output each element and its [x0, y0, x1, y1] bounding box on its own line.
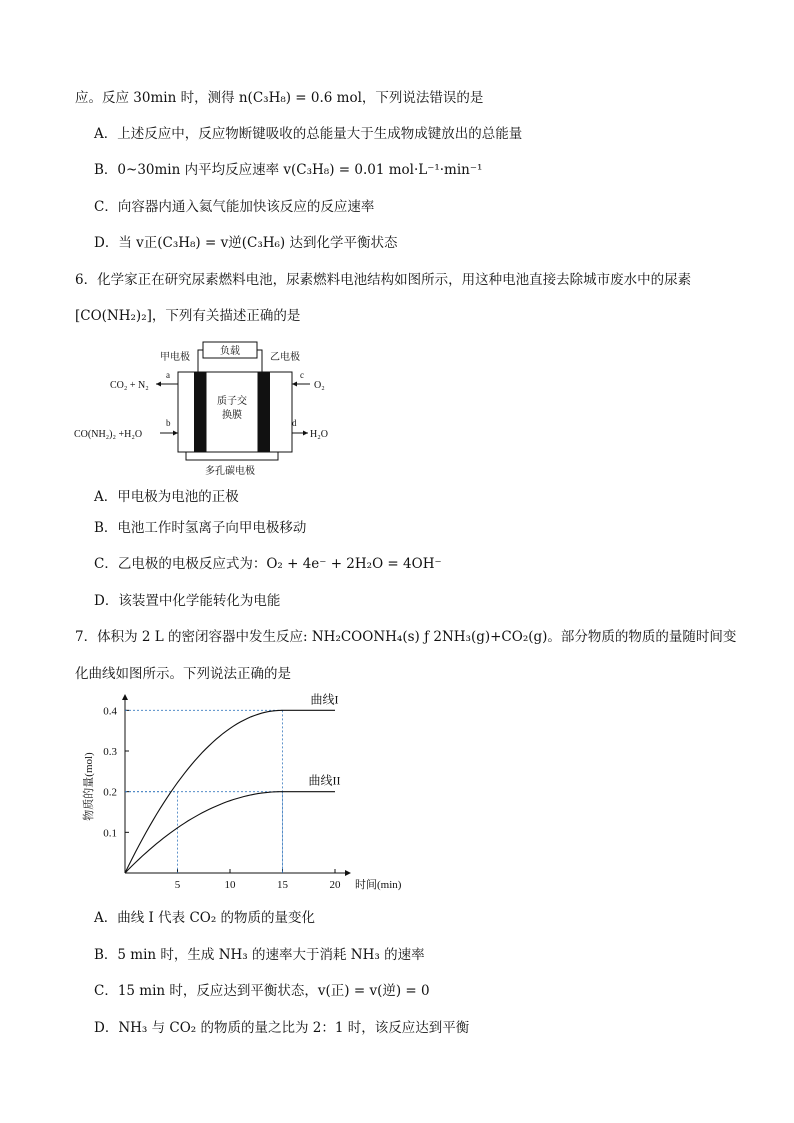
wire-right	[257, 350, 262, 372]
q7-stem-line1: 7．体积为 2 L 的密闭容器中发生反应: NH₂COONH₄(s) ƒ 2NH₃(g)+CO₂(g)。部分物质的物质的量随时间变	[75, 629, 737, 645]
right-electrode	[258, 372, 270, 452]
series-label-1: 曲线I	[310, 692, 339, 707]
q5-option-a: A．上述反应中，反应物断键吸收的总能量大于生成物成键放出的总能量	[94, 126, 523, 142]
q7-stem-line2: 化曲线如图所示。下列说法正确的是	[75, 666, 291, 682]
out-a-label: CO₂ + N₂	[110, 380, 149, 391]
left-electrode-label: 甲电极	[160, 352, 190, 363]
left-electrode	[194, 372, 206, 452]
arrow-b-head	[173, 431, 178, 436]
bottom-bracket	[186, 452, 278, 460]
q7-option-d: D．NH₃ 与 CO₂ 的物质的量之比为 2：1 时，该反应达到平衡	[94, 1020, 470, 1036]
series-label-2: 曲线II	[308, 773, 341, 788]
q6-option-d: D．该装置中化学能转化为电能	[94, 593, 281, 609]
in-c-label: O₂	[314, 380, 325, 391]
membrane-label-1: 质子交	[217, 396, 247, 407]
y-tick-label: 0.4	[103, 705, 117, 718]
x-tick-label: 10	[224, 879, 236, 891]
q6-option-b: B．电池工作时氢离子向甲电极移动	[94, 520, 307, 536]
x-tick-label: 5	[174, 879, 181, 891]
port-c: c	[300, 370, 304, 380]
q5-option-d: D．当 v正(C₃H₈) = v逆(C₃H₆) 达到化学平衡状态	[94, 235, 398, 251]
y-axis-arrow	[122, 694, 128, 700]
arrow-c-head	[292, 382, 297, 387]
fuel-cell-diagram	[70, 338, 350, 480]
membrane-label-2: 换膜	[222, 410, 242, 421]
in-b-label: CO(NH₂)₂ +H₂O	[74, 429, 143, 440]
y-tick-label: 0.3	[103, 746, 117, 758]
x-axis-label: 时间(min)	[355, 879, 402, 891]
q7-option-c: C．15 min 时，反应达到平衡状态，v(正) = v(逆) = 0	[94, 983, 430, 999]
q7-option-a: A．曲线 I 代表 CO₂ 的物质的量变化	[94, 910, 316, 926]
q5-option-c: C．向容器内通入氦气能加快该反应的反应速率	[94, 199, 375, 215]
y-tick-label: 0.2	[103, 786, 117, 799]
q6-stem-line2: [CO(NH₂)₂]，下列有关描述正确的是	[75, 308, 301, 324]
arrow-d-head	[303, 431, 308, 436]
chart-guides	[125, 710, 283, 873]
q7-option-b: B．5 min 时，生成 NH₃ 的速率大于消耗 NH₃ 的速率	[94, 947, 425, 963]
wire-left	[198, 350, 203, 372]
x-axis-arrow	[345, 870, 351, 876]
y-axis-label: 物质的量(mol)	[83, 752, 95, 821]
x-tick-label: 15	[277, 879, 288, 891]
out-d-label: H₂O	[310, 429, 328, 440]
right-electrode-label: 乙电极	[270, 352, 300, 363]
q6-stem-line1: 6．化学家正在研究尿素燃料电池，尿素燃料电池结构如图所示，用这种电池直接去除城市废水中的尿素	[75, 272, 692, 288]
amount-vs-time-chart	[70, 690, 430, 900]
q6-option-c: C．乙电极的电极反应式为：O₂ + 4e⁻ + 2H₂O = 4OH⁻	[94, 556, 442, 572]
port-a: a	[166, 370, 170, 380]
port-b: b	[166, 418, 171, 428]
arrow-a-head	[156, 382, 161, 387]
q6-option-a: A．甲电极为电池的正极	[94, 489, 239, 505]
y-tick-label: 0.1	[103, 827, 117, 840]
porous-carbon-label: 多孔碳电极	[205, 466, 255, 477]
load-label: 负载	[220, 346, 240, 357]
series-line-2	[125, 792, 335, 873]
q5-option-b: B．0~30min 内平均反应速率 v(C₃H₈) = 0.01 mol·L⁻¹·min⁻¹	[94, 162, 483, 178]
port-d: d	[292, 418, 297, 428]
x-tick-label: 20	[329, 879, 341, 891]
q5-stem-tail: 应。反应 30min 时，测得 n(C₃H₈) = 0.6 mol，下列说法错误的是	[75, 90, 484, 106]
